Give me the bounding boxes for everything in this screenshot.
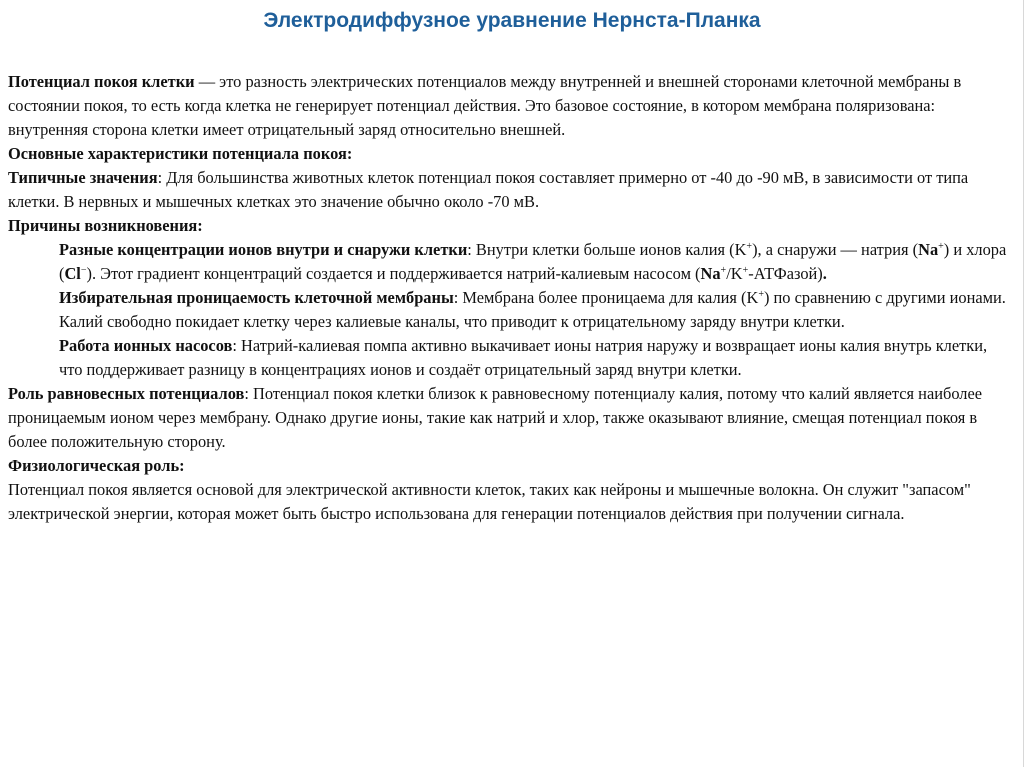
equilibrium-paragraph: Роль равновесных потенциалов: Потенциал покоя клетки близок к равновесному потенциалу калия, потому что калий является наиболее проницаемым ионом через мембрану. Однако другие ионы, такие как натрий и хлор, также оказывают влияние, смещая потенциал покоя в более положительную сторону.	[8, 384, 983, 451]
typical-values-term: Типичные значения	[8, 168, 158, 187]
cause-ion-pumps-term: Работа ионных насосов	[59, 336, 233, 355]
intro-text: — это разность электрических потенциалов между внутренней и внешней сторонами клеточной мембраны в состоянии покоя, то есть когда клетка не генерирует потенциал действия. Это базовое состояние, в котором мембрана поляризована: внутренняя сторона клетки имеет отрицательный заряд относительно внешней.	[8, 72, 962, 139]
cause-concentrations: Разные концентрации ионов внутри и снаружи клетки: Внутри клетки больше ионов калия (K+), а снаружи — натрия (Na+) и хлора (Cl−). Этот градиент концентраций создается и поддерживается натрий-калиевым насосом (Na+/K+-АТФазой).	[59, 240, 1007, 283]
page-title: Электродиффузное уравнение Нернста-Планка	[263, 9, 761, 32]
document-body	[8, 70, 1013, 526]
intro-paragraph	[8, 70, 1013, 142]
typical-values-text: : Для большинства животных клеток потенциал покоя составляет примерно от -40 до -90 мВ, в зависимости от типа клетки. В нервных и мышечных клетках это значение обычно около -70 мВ.	[8, 168, 969, 211]
physiological-heading: Физиологическая роль:	[8, 456, 185, 475]
characteristics-heading: Основные характеристики потенциала покоя:	[8, 144, 353, 163]
intro-term: Потенциал покоя клетки	[8, 72, 195, 91]
causes-heading: Причины возникновения:	[8, 216, 203, 235]
cause-permeability-term: Избирательная проницаемость клеточной мембраны	[59, 288, 454, 307]
typical-values-paragraph	[8, 166, 1013, 214]
cause-permeability: Избирательная проницаемость клеточной мембраны: Мембрана более проницаема для калия (K+) по сравнению с другими ионами. Калий свободно покидает клетку через калиевые каналы, что приводит к отрицательному заряду внутри клетки.	[59, 288, 1006, 331]
physiological-paragraph: Потенциал покоя является основой для электрической активности клеток, таких как нейроны и мышечные волокна. Он служит "запасом" электрической энергии, которая может быть быстро использована для генерации потенциалов действия при получении сигнала.	[8, 480, 971, 523]
cause-concentrations-term: Разные концентрации ионов внутри и снаружи клетки	[59, 240, 468, 259]
equilibrium-term: Роль равновесных потенциалов	[8, 384, 245, 403]
cause-ion-pumps: Работа ионных насосов: Натрий-калиевая помпа активно выкачивает ионы натрия наружу и возвращает ионы калия внутрь клетки, что поддерживает разницу в концентрациях ионов и создаёт отрицательный заряд внутри клетки.	[59, 336, 988, 379]
